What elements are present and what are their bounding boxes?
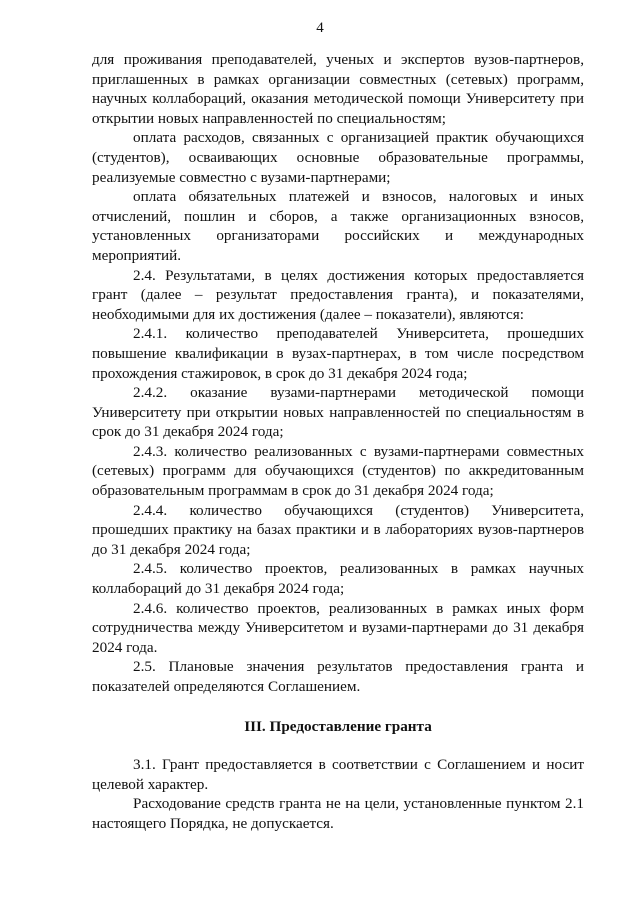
paragraph: 2.4. Результатами, в целях достижения которых предоставляется грант (далее – результат предоставления гранта), и показателями, необходимыми для их достижения (далее – показатели), являются:	[92, 266, 584, 323]
paragraph: 2.4.2. оказание вузами-партнерами методической помощи Университету при открытии новых направленностей по специальностям в срок до 31 декабря 2024 года;	[92, 384, 584, 441]
paragraph: для проживания преподавателей, ученых и экспертов вузов-партнеров, приглашенных в рамках организации совместных (сетевых) программ, научных коллабораций, оказания методической помощи Университету при открытии новых направленностей по специальностям;	[92, 51, 584, 127]
paragraph: 2.4.1. количество преподавателей Университета, прошедших повышение квалификации в вузах-партнерах, в том числе посредством прохождения стажировок, в срок до 31 декабря 2024 года;	[92, 325, 584, 382]
paragraph: 2.5. Плановые значения результатов предоставления гранта и показателей определяются Соглашением.	[92, 658, 584, 695]
paragraph: оплата обязательных платежей и взносов, налоговых и иных отчислений, пошлин и сборов, а также организационных взносов, установленных организаторами российских и международных мероприятий.	[92, 188, 584, 264]
paragraph: 3.1. Грант предоставляется в соответствии с Соглашением и носит целевой характер.	[92, 756, 584, 793]
paragraph: Расходование средств гранта не на цели, установленные пунктом 2.1 настоящего Порядка, не допускается.	[92, 795, 584, 832]
paragraph: 2.4.6. количество проектов, реализованных в рамках иных форм сотрудничества между Университетом и вузами-партнерами до 31 декабря 2024 года.	[92, 599, 584, 656]
section-heading: III. Предоставление гранта	[244, 717, 432, 735]
paragraph: 2.4.3. количество реализованных с вузами-партнерами совместных (сетевых) программ для обучающихся (студентов) по аккредитованным образовательным программам в срок до 31 декабря 2024 года;	[92, 442, 584, 500]
paragraph: оплата расходов, связанных с организацией практик обучающихся (студентов), осваивающих основные образовательные программы, реализуемые совместно с вузами-партнерами;	[92, 129, 584, 186]
document-body	[92, 50, 584, 834]
page-number: 4	[316, 20, 324, 36]
paragraph: 2.4.5. количество проектов, реализованных в рамках научных коллабораций до 31 декабря 2024 года;	[92, 560, 584, 598]
paragraph: 2.4.4. количество обучающихся (студентов) Университета, прошедших практику на базах практики и в лабораториях вузов-партнеров до 31 декабря 2024 года;	[92, 501, 584, 558]
